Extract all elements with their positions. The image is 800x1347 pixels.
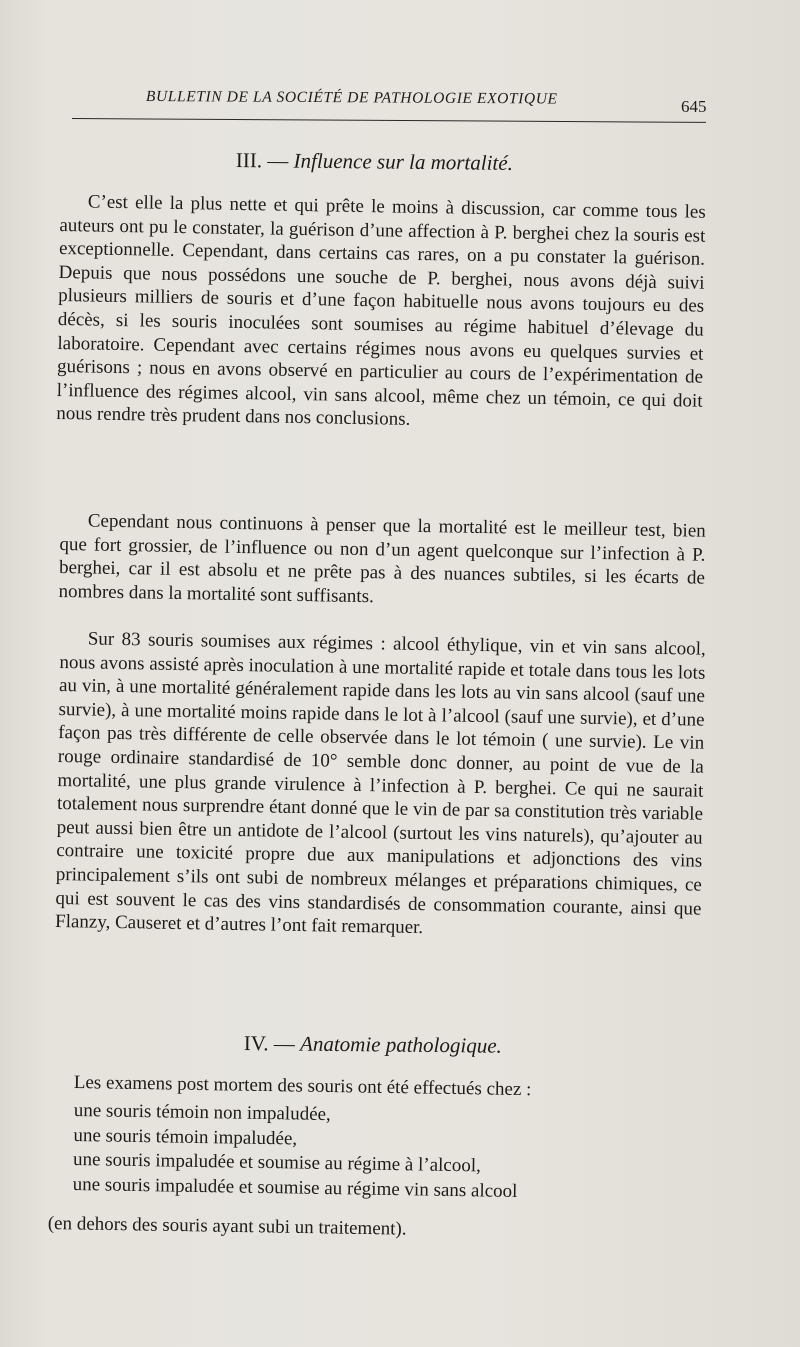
paragraph-3: Sur 83 souris soumises aux régimes : alcool éthylique, vin et vin sans alcool, nous avons assisté après inoculation à une mortalité rapide et totale dans tous les lots au vin, à une mortalité généralement rapide dans les lots au vin sans alcool (sauf une survie), à une mortalité moins rapide dans le lot à l’alcool (sauf une survie), et d’une façon pas très différente de celle observée dans le lot témoin ( une survie). Le vin rouge ordinaire standardisé de 10° semble donc donner, au point de vue de la mortalité, une plus grande virulence à l’infection à P. berghei. Ce qui ne saurait totalement nous surprendre étant donné que le vin de par sa constitution très variable peut aussi bien être un antidote de l’alcool (surtout les vins naturels), qu’ajouter au contraire une toxicité propre due aux manipulations et adjonctions des vins principalement s’ils ont subi de nombreux mélanges et préparations chimiques, ce qui est souvent le cas des vins standardisés de consommation courante, ainsi que Flanzy, Causeret et d’autres l’ont fait remarquer.: [54, 628, 706, 939]
section-title: Influence sur la mortalité.: [293, 148, 514, 175]
section-number: IV. —: [243, 1031, 301, 1056]
exam-intro: Les examens post mortem des souris ont été effectués chez :: [73, 1071, 532, 1101]
list-item: une souris impaludée et soumise au régime vin sans alcool: [72, 1173, 518, 1202]
list-item: une souris impaludée et soumise au régime à l’alcool,: [72, 1148, 482, 1177]
section-number: III. —: [235, 148, 294, 173]
section-heading-mortality: [236, 148, 513, 176]
page-number: 645: [681, 97, 707, 116]
list-item: une souris témoin non impaludée,: [73, 1099, 331, 1126]
list-item: une souris témoin impaludée,: [73, 1124, 298, 1150]
exam-closing: (en dehors des souris ayant subi un traitement).: [47, 1212, 407, 1240]
section-heading-anatomy: [244, 1031, 502, 1059]
header-rule: [72, 118, 706, 123]
paragraph-2: Cependant nous continuons à penser que la mortalité est le meilleur test, bien que fort grossier, de l’influence ou non d’un agent quelconque sur l’infection à P. berghei, car il est absolu et ne prête pas à des nuances subtiles, si les écarts de nombres dans la mortalité sont suffisants.: [58, 510, 706, 607]
exam-list: [72, 1099, 518, 1204]
paragraph-1: C’est elle la plus nette et qui prête le moins à discussion, car comme tous les auteurs ont pu le constater, la guérison d’une affection à P. berghei chez la souris est exceptionnelle. Cependant, dans certains cas rares, on a pu constater la guérison. Depuis que nous possédons une souche de P. berghei, nous avons déjà suivi plusieurs milliers de souris et d’une façon habituelle nous avons toujours eu des décès, si les souris inoculées sont soumises au régime habituel d’élevage du laboratoire. Cependant avec certains régimes nous avons eu quelques survies et guérisons ; nous en avons observé en particulier au cours de l’expérimentation de l’influence des régimes alcool, vin sans alcool, même chez un témoin, ce qui doit nous rendre très prudent dans nos conclusions.: [56, 191, 706, 431]
running-head: BULLETIN DE LA SOCIÉTÉ DE PATHOLOGIE EXOTIQUE: [145, 88, 558, 108]
section-title: Anatomie pathologique.: [299, 1031, 503, 1058]
